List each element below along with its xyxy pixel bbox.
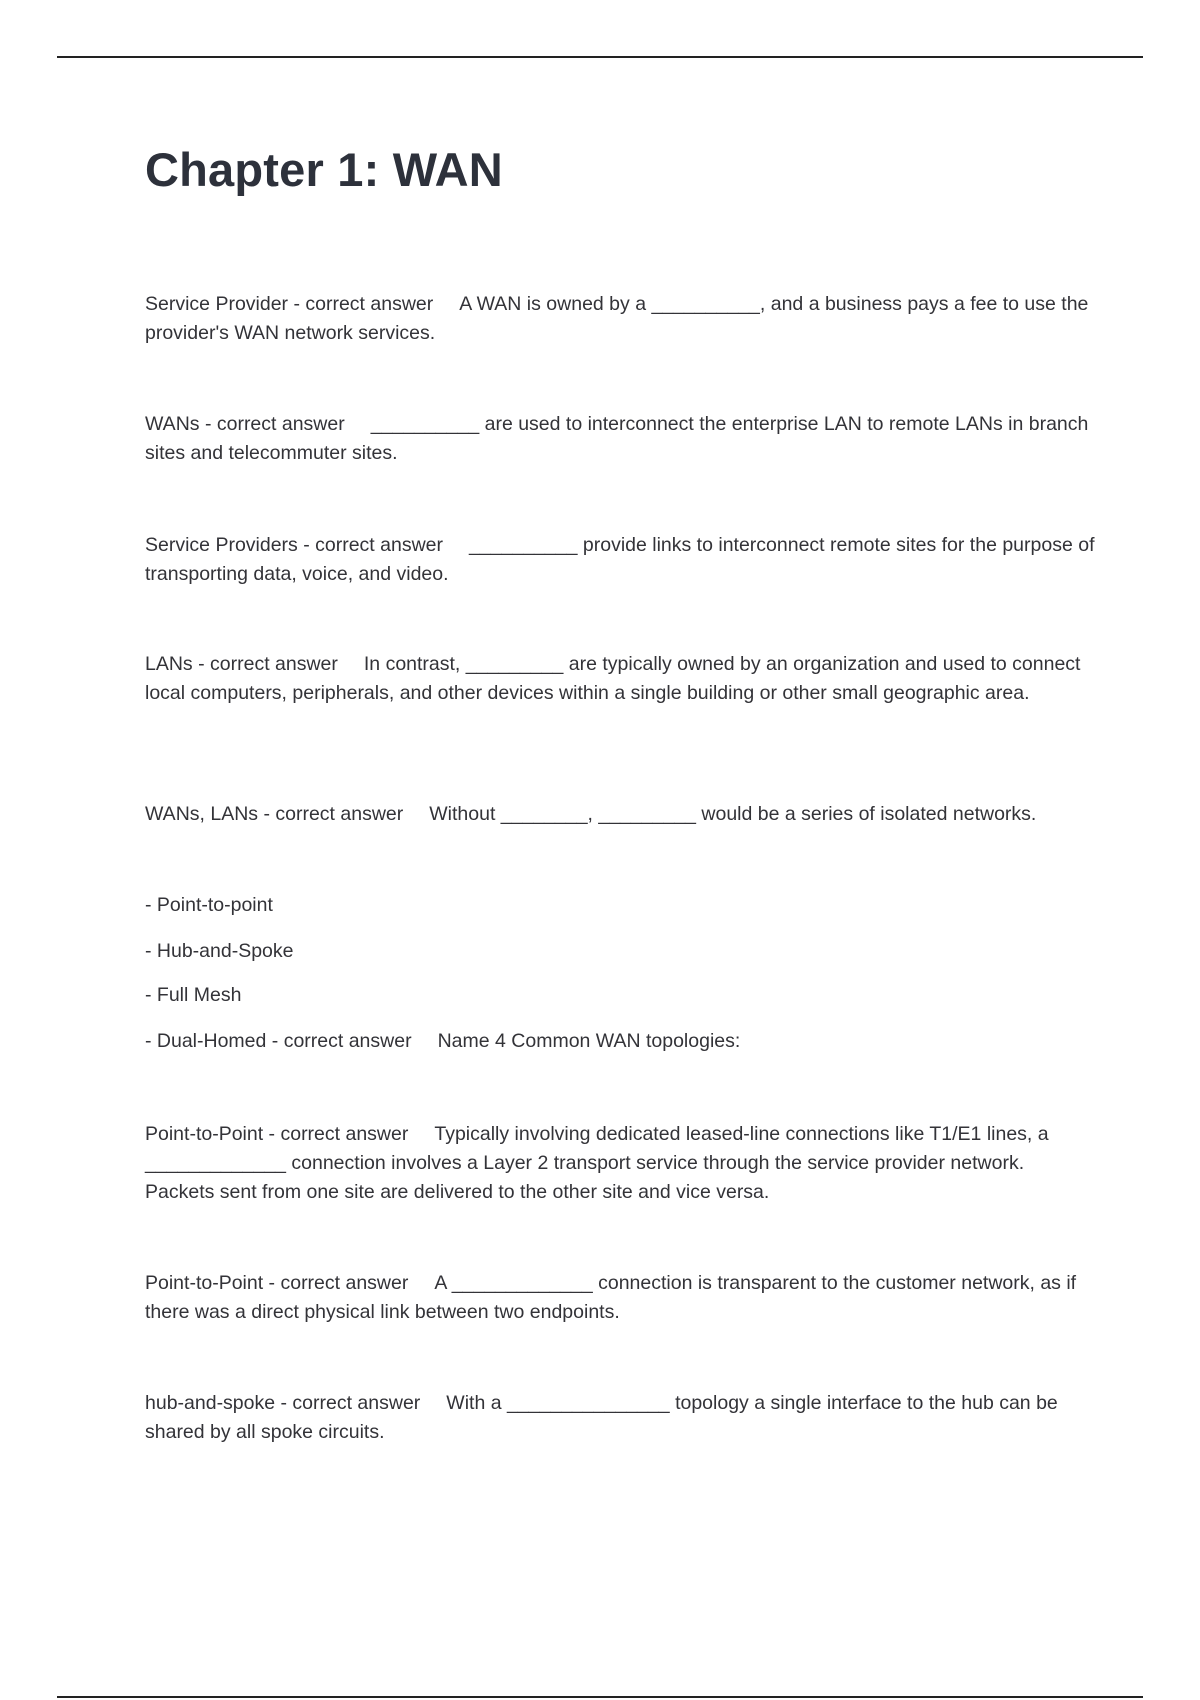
card-term: WANs, LANs - correct answer (145, 803, 404, 825)
card-definition: Typically involving dedicated leased-line connections like T1/E1 lines, a _____________ connection involves a Layer 2 transport service through the service provider network. Packets sent from one site are delivered to the other site and vice versa. (145, 1123, 1049, 1203)
page-title: Chapter 1: WAN (145, 143, 503, 196)
topology-item: - Hub-and-Spoke (145, 940, 294, 962)
flashcard (145, 290, 1095, 348)
flashcard (145, 1389, 1095, 1447)
card-definition: Without ________, _________ would be a series of isolated networks. (429, 803, 1037, 825)
card-definition: In contrast, _________ are typically owned by an organization and used to connect local computers, peripherals, and other devices within a single building or other small geographic area. (145, 653, 1081, 704)
topology-item-last (145, 1027, 1095, 1056)
flashcard (145, 1269, 1095, 1327)
card-definition: A _____________ connection is transparent to the customer network, as if there was a direct physical link between two endpoints. (145, 1272, 1077, 1323)
card-term: - Dual-Homed - correct answer (145, 1030, 412, 1052)
flashcard (145, 1120, 1095, 1207)
card-definition: A WAN is owned by a __________, and a business pays a fee to use the provider's WAN network services. (145, 293, 1089, 344)
card-definition: __________ provide links to interconnect remote sites for the purpose of transporting data, voice, and video. (145, 534, 1095, 585)
card-term: LANs - correct answer (145, 653, 338, 675)
header-rule (57, 56, 1143, 58)
card-definition: __________ are used to interconnect the enterprise LAN to remote LANs in branch sites and telecommuter sites. (145, 413, 1089, 464)
card-term: Service Provider - correct answer (145, 293, 434, 315)
topology-item: - Full Mesh (145, 984, 242, 1006)
card-term: WANs - correct answer (145, 413, 345, 435)
topology-item: - Point-to-point (145, 894, 273, 916)
flashcard (145, 650, 1095, 708)
card-definition: With a _______________ topology a single interface to the hub can be shared by all spoke circuits. (145, 1392, 1058, 1443)
card-term: Service Providers - correct answer (145, 534, 444, 556)
card-definition: Name 4 Common WAN topologies: (437, 1030, 741, 1052)
footer-rule (57, 1696, 1143, 1698)
flashcard (145, 410, 1095, 468)
card-term: Point-to-Point - correct answer (145, 1272, 409, 1294)
flashcard (145, 531, 1095, 589)
card-term: Point-to-Point - correct answer (145, 1123, 409, 1145)
card-term: hub-and-spoke - correct answer (145, 1392, 421, 1414)
flashcard (145, 800, 1095, 829)
